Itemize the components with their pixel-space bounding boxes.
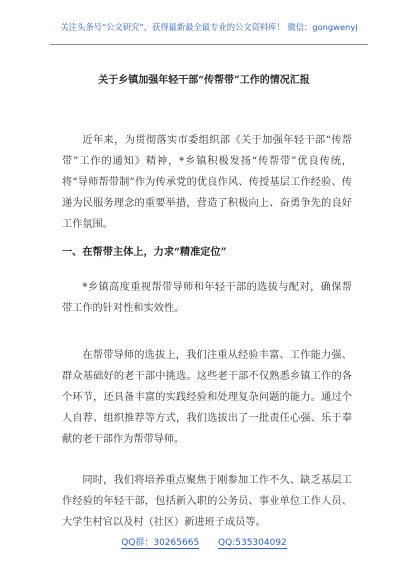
section-heading-1: 一、在帮带主体上，力求“精准定位” <box>62 246 227 258</box>
footer-qq-contact: QQ:535304092 <box>218 538 287 548</box>
section-1-paragraph-1: *乡镇高度重视帮带导师和年轻干部的选拔与配对，确保帮带工作的针对性和实效性。 <box>62 282 352 314</box>
header-promo-text: 关注头条号“公文研究”，获得最新最全最专业的公文资料库！ 微信：gongwenyj <box>60 22 358 32</box>
page-footer <box>0 535 408 549</box>
page-header <box>50 18 368 45</box>
intro-paragraph: 近年来，为贯彻落实市委组织部《关于加强年轻干部“传帮带”工作的通知》精神，*乡镇积极发扬“传帮带”优良传统，将“导师帮带制”作为传承党的优良作风、传授基层工作经验、传递为民服务理念的重要举措，营造了积极向上、奋勇争先的良好工作氛围。 <box>62 135 352 230</box>
document-title: 关于乡镇加强年轻干部“传帮带”工作的情况汇报 <box>98 75 310 86</box>
footer-qq-group: QQ群：30265665 <box>121 535 199 549</box>
section-1-paragraph-3: 同时，我们将培养重点聚焦于刚参加工作不久、缺乏基层工作经验的年轻干部，包括新入职的公务员、事业单位工作人员、大学生村官以及村（社区）新进班子成员等。 <box>62 475 352 528</box>
section-1-paragraph-2: 在帮带导师的选拔上，我们注重从经验丰富、工作能力强、群众基础好的老干部中挑选。这些老干部不仅熟悉乡镇工作的各个环节，还具备丰富的实践经验和处理复杂问题的能力。通过个人自荐、组织推荐等方式，我们选拔出了一批责任心强、乐于奉献的老干部作为帮带导师。 <box>62 350 352 445</box>
